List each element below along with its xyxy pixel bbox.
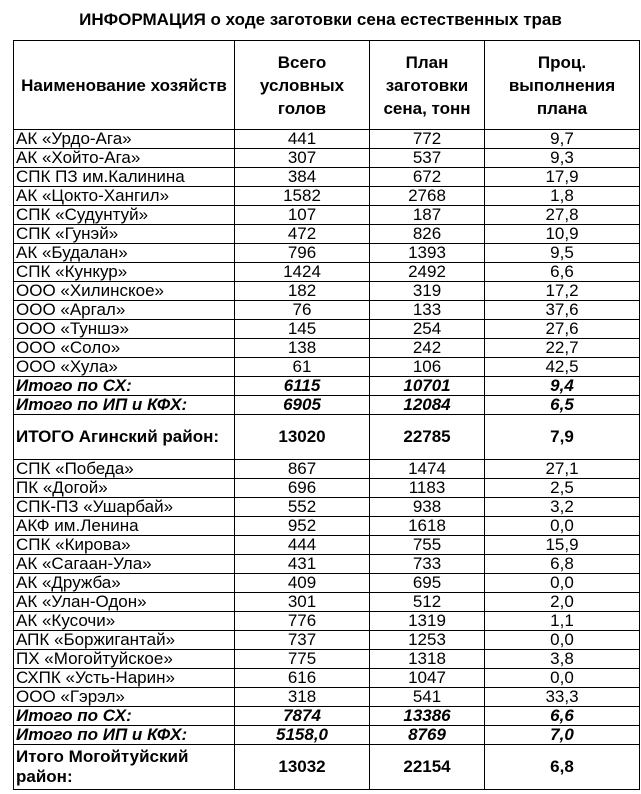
table-row bbox=[14, 244, 640, 263]
cell-name: АК «Будалан» bbox=[14, 244, 235, 263]
cell-plan: 106 bbox=[370, 358, 485, 377]
table-row bbox=[14, 263, 640, 282]
cell-heads: 737 bbox=[235, 631, 370, 650]
cell-pct: 27,1 bbox=[485, 460, 640, 479]
cell-heads: 6115 bbox=[235, 377, 370, 396]
cell-pct: 27,8 bbox=[485, 206, 640, 225]
cell-heads: 796 bbox=[235, 244, 370, 263]
cell-name: АК «Урдо-Ага» bbox=[14, 130, 235, 149]
cell-pct: 6,5 bbox=[485, 396, 640, 415]
cell-plan: 1319 bbox=[370, 612, 485, 631]
cell-plan: 12084 bbox=[370, 396, 485, 415]
cell-heads: 76 bbox=[235, 301, 370, 320]
cell-pct: 6,8 bbox=[485, 555, 640, 574]
cell-heads: 61 bbox=[235, 358, 370, 377]
cell-pct: 6,8 bbox=[485, 745, 640, 790]
cell-plan: 1618 bbox=[370, 517, 485, 536]
cell-name: АКФ им.Ленина bbox=[14, 517, 235, 536]
cell-pct: 15,9 bbox=[485, 536, 640, 555]
cell-name: ООО «Соло» bbox=[14, 339, 235, 358]
cell-name: АК «Цокто-Хангил» bbox=[14, 187, 235, 206]
table-row bbox=[14, 593, 640, 612]
table-body bbox=[14, 130, 640, 790]
cell-heads: 107 bbox=[235, 206, 370, 225]
cell-pct: 1,8 bbox=[485, 187, 640, 206]
cell-pct: 9,7 bbox=[485, 130, 640, 149]
table-row bbox=[14, 517, 640, 536]
cell-heads: 952 bbox=[235, 517, 370, 536]
cell-name: ООО «Хилинское» bbox=[14, 282, 235, 301]
cell-plan: 541 bbox=[370, 688, 485, 707]
cell-name: АК «Кусочи» bbox=[14, 612, 235, 631]
cell-name: ООО «Хула» bbox=[14, 358, 235, 377]
cell-pct: 6,6 bbox=[485, 263, 640, 282]
cell-heads: 444 bbox=[235, 536, 370, 555]
table-row bbox=[14, 320, 640, 339]
cell-name: Итого по СХ: bbox=[14, 707, 235, 726]
page-title bbox=[0, 0, 641, 40]
cell-heads: 13020 bbox=[235, 415, 370, 460]
cell-pct: 37,6 bbox=[485, 301, 640, 320]
cell-heads: 5158,0 bbox=[235, 726, 370, 745]
cell-plan: 938 bbox=[370, 498, 485, 517]
cell-heads: 775 bbox=[235, 650, 370, 669]
table-row bbox=[14, 555, 640, 574]
cell-heads: 867 bbox=[235, 460, 370, 479]
table-row bbox=[14, 688, 640, 707]
cell-heads: 552 bbox=[235, 498, 370, 517]
cell-pct: 6,6 bbox=[485, 707, 640, 726]
cell-plan: 695 bbox=[370, 574, 485, 593]
cell-name: СПК «Гунэй» bbox=[14, 225, 235, 244]
cell-plan: 755 bbox=[370, 536, 485, 555]
cell-name: СПК «Кирова» bbox=[14, 536, 235, 555]
cell-name: СПК «Кункур» bbox=[14, 263, 235, 282]
table-row bbox=[14, 498, 640, 517]
cell-pct: 2,5 bbox=[485, 479, 640, 498]
cell-plan: 22154 bbox=[370, 745, 485, 790]
cell-heads: 1582 bbox=[235, 187, 370, 206]
table-row bbox=[14, 612, 640, 631]
cell-name: ПХ «Могойтуйское» bbox=[14, 650, 235, 669]
cell-pct: 0,0 bbox=[485, 574, 640, 593]
cell-heads: 307 bbox=[235, 149, 370, 168]
cell-name: СХПК «Усть-Нарин» bbox=[14, 669, 235, 688]
cell-name: АПК «Боржигантай» bbox=[14, 631, 235, 650]
cell-pct: 42,5 bbox=[485, 358, 640, 377]
cell-name: АК «Сагаан-Ула» bbox=[14, 555, 235, 574]
table-row bbox=[14, 130, 640, 149]
table-row bbox=[14, 479, 640, 498]
cell-plan: 133 bbox=[370, 301, 485, 320]
cell-pct: 33,3 bbox=[485, 688, 640, 707]
cell-plan: 2768 bbox=[370, 187, 485, 206]
header-plan: План заготовки сена, тонн bbox=[370, 41, 485, 130]
header-row bbox=[14, 41, 640, 130]
table-row bbox=[14, 650, 640, 669]
cell-name: АК «Хойто-Ага» bbox=[14, 149, 235, 168]
cell-pct: 3,8 bbox=[485, 650, 640, 669]
table-row bbox=[14, 282, 640, 301]
cell-plan: 1474 bbox=[370, 460, 485, 479]
district-total-row bbox=[14, 415, 640, 460]
table-row bbox=[14, 149, 640, 168]
cell-plan: 537 bbox=[370, 149, 485, 168]
cell-heads: 6905 bbox=[235, 396, 370, 415]
subtotal-row bbox=[14, 377, 640, 396]
cell-pct: 7,0 bbox=[485, 726, 640, 745]
cell-pct: 27,6 bbox=[485, 320, 640, 339]
cell-name: СПК «Победа» bbox=[14, 460, 235, 479]
cell-name: ПК «Догой» bbox=[14, 479, 235, 498]
table-row bbox=[14, 631, 640, 650]
cell-heads: 441 bbox=[235, 130, 370, 149]
cell-pct: 10,9 bbox=[485, 225, 640, 244]
cell-name: АК «Улан-Одон» bbox=[14, 593, 235, 612]
hay-harvest-table bbox=[13, 40, 640, 790]
cell-plan: 1253 bbox=[370, 631, 485, 650]
cell-name: АК «Дружба» bbox=[14, 574, 235, 593]
table-row bbox=[14, 460, 640, 479]
title-lead: ИНФОРМАЦИЯ bbox=[79, 10, 206, 29]
cell-pct: 22,7 bbox=[485, 339, 640, 358]
cell-plan: 13386 bbox=[370, 707, 485, 726]
cell-plan: 512 bbox=[370, 593, 485, 612]
cell-name: СПК ПЗ им.Калинина bbox=[14, 168, 235, 187]
header-heads: Всего условных голов bbox=[235, 41, 370, 130]
subtotal-row bbox=[14, 707, 640, 726]
header-pct: Проц. выполнения плана bbox=[485, 41, 640, 130]
cell-plan: 826 bbox=[370, 225, 485, 244]
cell-pct: 9,4 bbox=[485, 377, 640, 396]
cell-name: Итого Могойтуйский район: bbox=[14, 745, 235, 790]
cell-heads: 145 bbox=[235, 320, 370, 339]
cell-plan: 2492 bbox=[370, 263, 485, 282]
table-row bbox=[14, 358, 640, 377]
cell-name: Итого по ИП и КФХ: bbox=[14, 396, 235, 415]
cell-heads: 431 bbox=[235, 555, 370, 574]
cell-plan: 254 bbox=[370, 320, 485, 339]
cell-heads: 7874 bbox=[235, 707, 370, 726]
cell-pct: 1,1 bbox=[485, 612, 640, 631]
cell-plan: 1183 bbox=[370, 479, 485, 498]
cell-name: Итого по ИП и КФХ: bbox=[14, 726, 235, 745]
cell-plan: 319 bbox=[370, 282, 485, 301]
cell-name: ООО «Туншэ» bbox=[14, 320, 235, 339]
cell-heads: 409 bbox=[235, 574, 370, 593]
cell-pct: 7,9 bbox=[485, 415, 640, 460]
cell-plan: 10701 bbox=[370, 377, 485, 396]
table-row bbox=[14, 301, 640, 320]
cell-name: ООО «Гэрэл» bbox=[14, 688, 235, 707]
title-rest: о ходе заготовки сена естественных трав bbox=[205, 10, 562, 29]
subtotal-row bbox=[14, 396, 640, 415]
cell-pct: 0,0 bbox=[485, 669, 640, 688]
table-row bbox=[14, 206, 640, 225]
table-row bbox=[14, 574, 640, 593]
cell-name: ООО «Аргал» bbox=[14, 301, 235, 320]
cell-heads: 696 bbox=[235, 479, 370, 498]
cell-heads: 1424 bbox=[235, 263, 370, 282]
cell-pct: 3,2 bbox=[485, 498, 640, 517]
cell-heads: 318 bbox=[235, 688, 370, 707]
cell-heads: 776 bbox=[235, 612, 370, 631]
header-name: Наименование хозяйств bbox=[14, 41, 235, 130]
cell-plan: 242 bbox=[370, 339, 485, 358]
cell-heads: 182 bbox=[235, 282, 370, 301]
cell-pct: 0,0 bbox=[485, 631, 640, 650]
cell-pct: 2,0 bbox=[485, 593, 640, 612]
table-row bbox=[14, 168, 640, 187]
cell-heads: 472 bbox=[235, 225, 370, 244]
subtotal-row bbox=[14, 726, 640, 745]
cell-plan: 1393 bbox=[370, 244, 485, 263]
cell-heads: 616 bbox=[235, 669, 370, 688]
cell-name: СПК-ПЗ «Ушарбай» bbox=[14, 498, 235, 517]
cell-pct: 17,9 bbox=[485, 168, 640, 187]
cell-pct: 9,5 bbox=[485, 244, 640, 263]
cell-plan: 8769 bbox=[370, 726, 485, 745]
table-row bbox=[14, 536, 640, 555]
cell-plan: 672 bbox=[370, 168, 485, 187]
cell-heads: 384 bbox=[235, 168, 370, 187]
cell-pct: 9,3 bbox=[485, 149, 640, 168]
cell-heads: 13032 bbox=[235, 745, 370, 790]
table-row bbox=[14, 669, 640, 688]
cell-plan: 772 bbox=[370, 130, 485, 149]
cell-plan: 22785 bbox=[370, 415, 485, 460]
cell-name: Итого по СХ: bbox=[14, 377, 235, 396]
table-row bbox=[14, 225, 640, 244]
district-total-row bbox=[14, 745, 640, 790]
table-row bbox=[14, 187, 640, 206]
table-row bbox=[14, 339, 640, 358]
cell-plan: 733 bbox=[370, 555, 485, 574]
cell-plan: 1047 bbox=[370, 669, 485, 688]
cell-heads: 301 bbox=[235, 593, 370, 612]
cell-heads: 138 bbox=[235, 339, 370, 358]
cell-plan: 187 bbox=[370, 206, 485, 225]
cell-pct: 17,2 bbox=[485, 282, 640, 301]
cell-name: ИТОГО Агинский район: bbox=[14, 415, 235, 460]
cell-name: СПК «Судунтуй» bbox=[14, 206, 235, 225]
cell-plan: 1318 bbox=[370, 650, 485, 669]
cell-pct: 0,0 bbox=[485, 517, 640, 536]
